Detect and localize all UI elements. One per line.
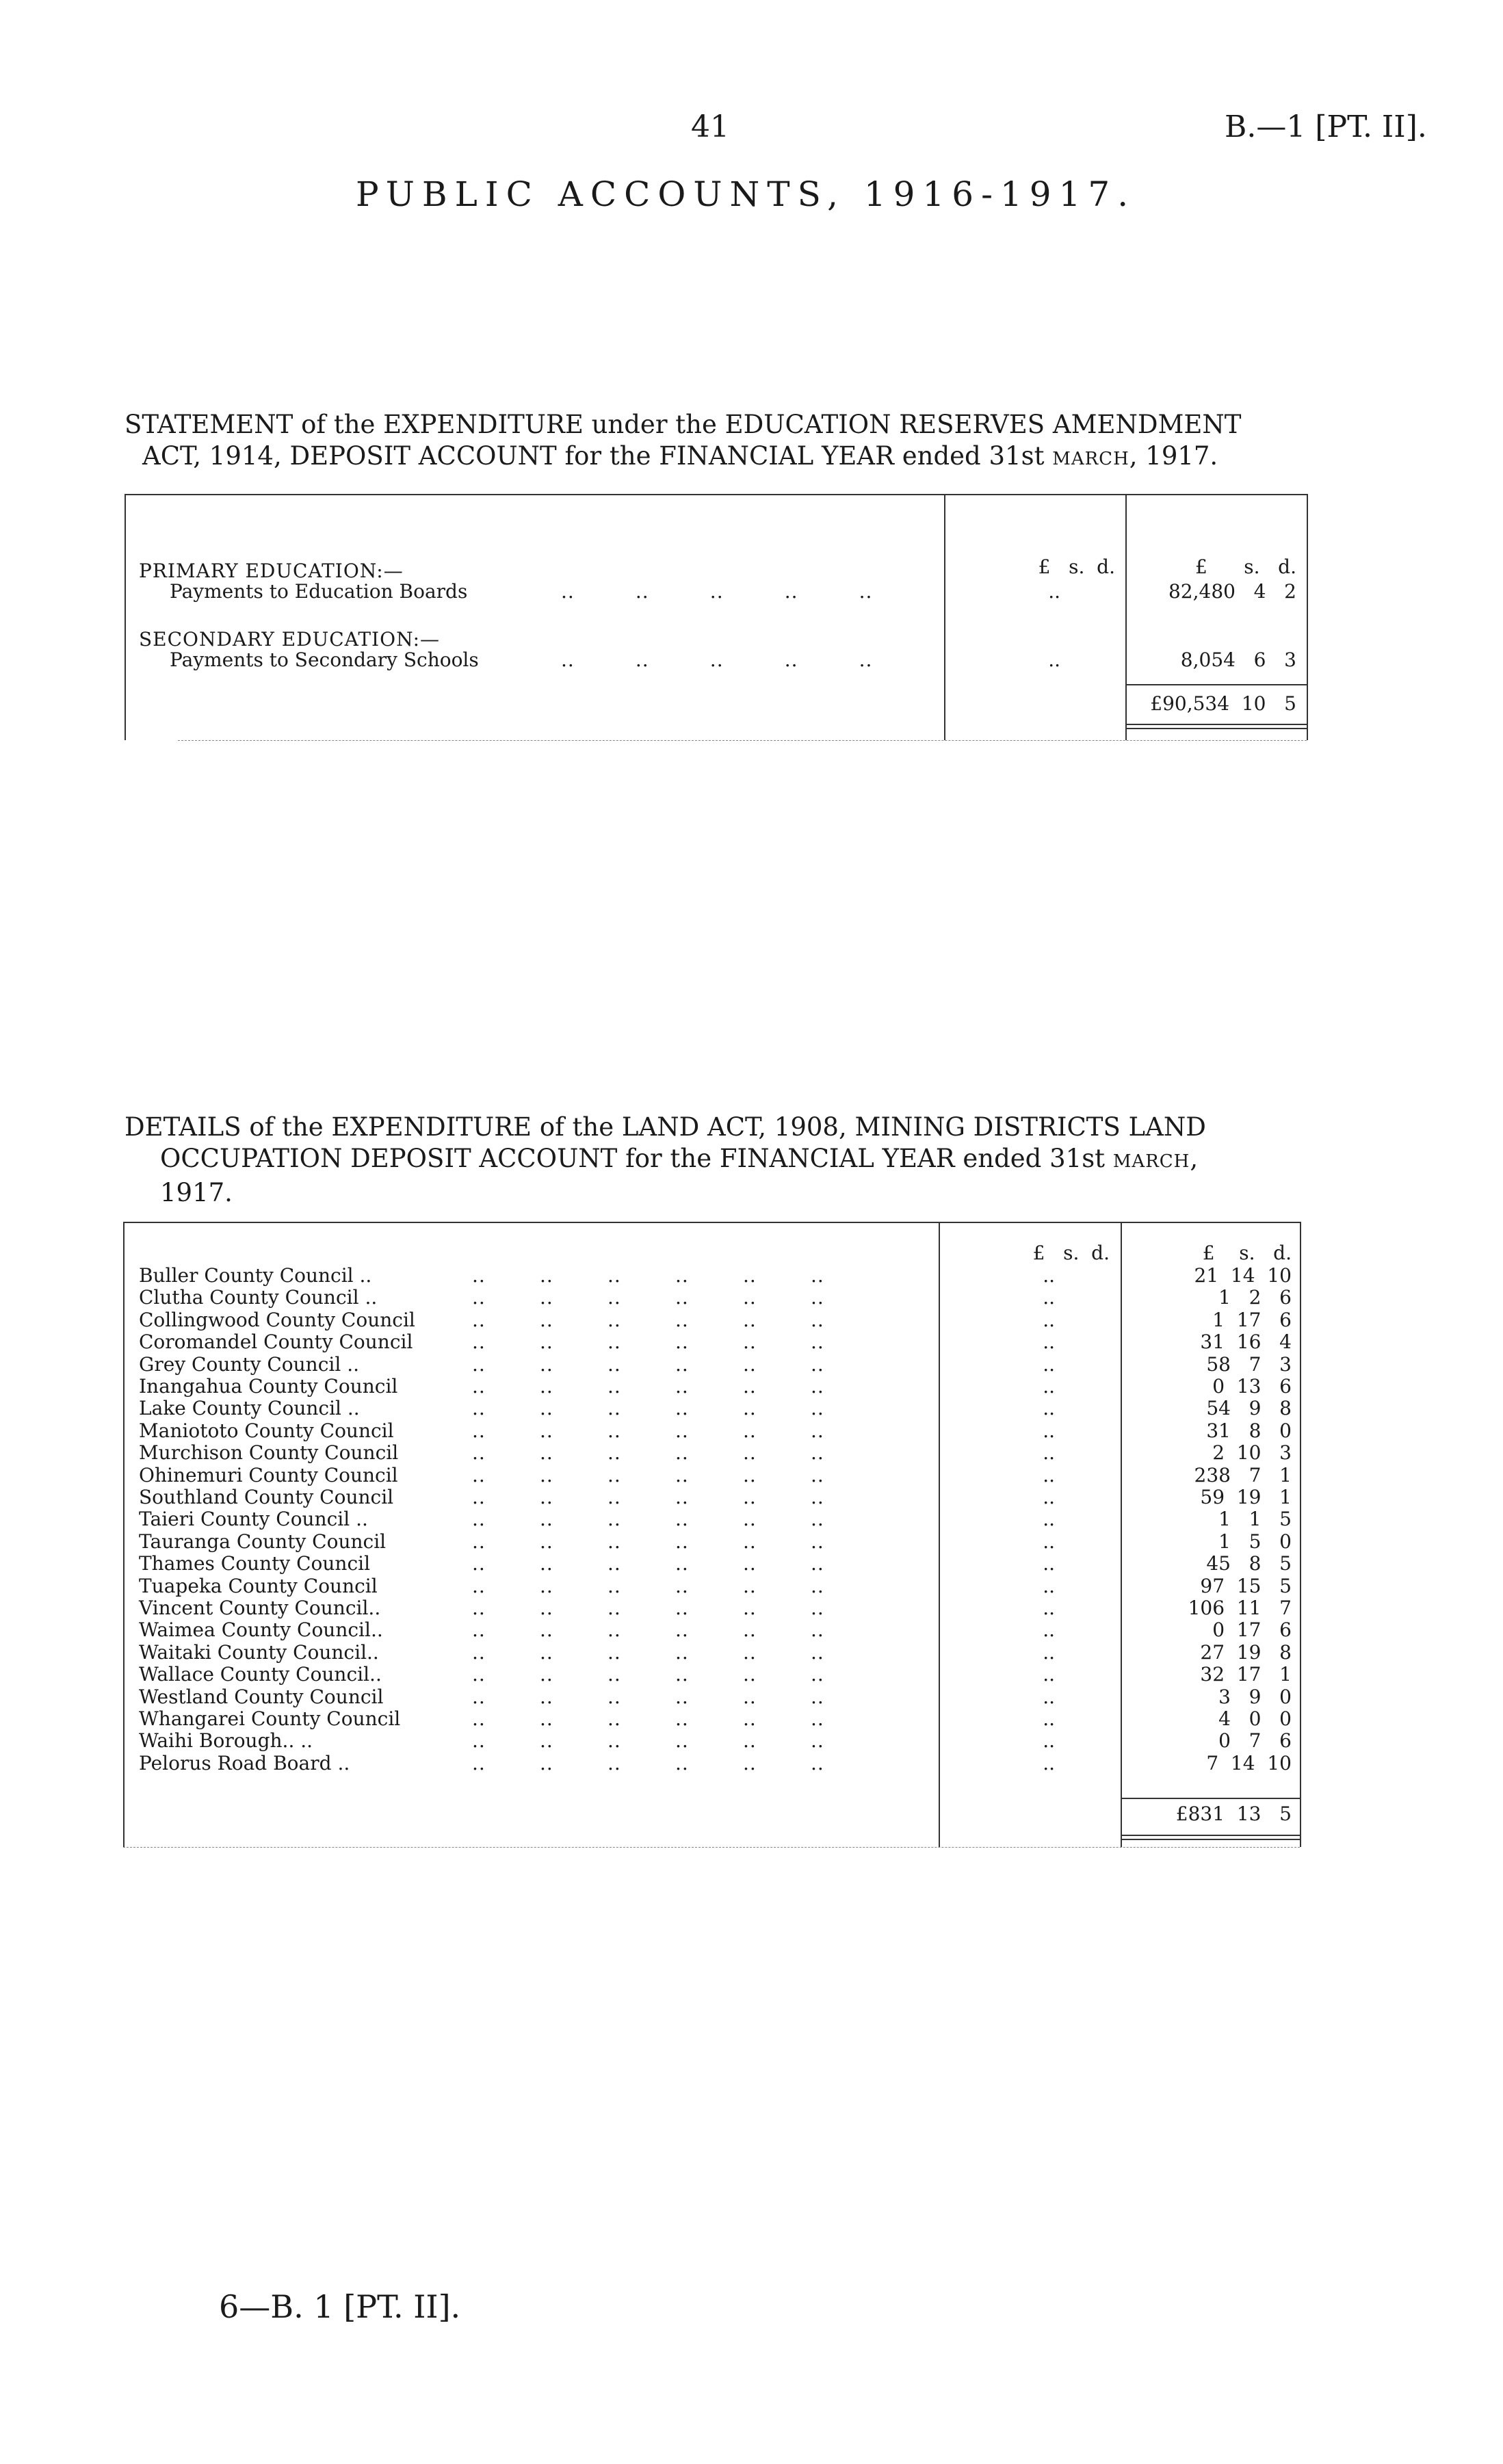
detail-row-name: Murchison County Council [139, 1441, 399, 1465]
detail-row-name: Westland County Council [139, 1685, 384, 1708]
detail-row-col1: .. [1043, 1264, 1055, 1287]
detail-row-col1: .. [1043, 1597, 1055, 1619]
detail-row-amount: 59 19 1 [1200, 1486, 1292, 1508]
detail-row-amount: 31 16 4 [1200, 1331, 1292, 1354]
detail-row-col1: .. [1043, 1331, 1055, 1354]
primary-education-item: Payments to Education Boards [170, 580, 468, 603]
detail-row-name: Collingwood County Council [139, 1308, 415, 1331]
detail-row-name: Waitaki County Council.. [139, 1640, 379, 1664]
detail-row-name: Tuapeka County Council [139, 1574, 378, 1597]
statement-title [125, 409, 1315, 475]
detail-row-name: Taieri County Council .. [139, 1508, 368, 1531]
detail-row-amount: 1 17 6 [1212, 1308, 1292, 1331]
detail-row-amount: 1 2 6 [1218, 1286, 1292, 1309]
detail-row-amount: 238 7 1 [1194, 1463, 1292, 1486]
detail-row-col1: .. [1043, 1419, 1055, 1442]
detail-row-amount: 0 13 6 [1212, 1375, 1292, 1398]
detail-row-col1: .. [1043, 1308, 1055, 1331]
details-title-line3: 1917. [160, 1178, 233, 1207]
detail-row-amount: 27 19 8 [1200, 1640, 1292, 1664]
detail-row-amount: 58 7 3 [1206, 1352, 1292, 1376]
detail-row-name: Maniototo County Council [139, 1419, 394, 1442]
detail-row-col1: .. [1043, 1618, 1055, 1642]
secondary-education-item: Payments to Secondary Schools [170, 648, 479, 671]
details-col1-header: £ s. d. [1032, 1242, 1110, 1264]
secondary-education-col1: .. [1048, 648, 1060, 671]
statement-total: £90,534 10 5 [1150, 692, 1296, 715]
detail-row-name: Thames County Council [139, 1552, 371, 1575]
details-title-line2: OCCUPATION DEPOSIT ACCOUNT for the FINANCIAL YEAR ended 31st MARCH, [160, 1144, 1199, 1173]
secondary-education-heading: SECONDARY EDUCATION:— [139, 628, 441, 651]
details-col2-header: £ s. d. [1202, 1242, 1292, 1264]
detail-row-amount: 31 8 0 [1206, 1419, 1292, 1442]
detail-row-amount: 21 14 10 [1194, 1264, 1292, 1287]
detail-row-col1: .. [1043, 1375, 1055, 1398]
detail-row-amount: 97 15 5 [1200, 1574, 1292, 1597]
detail-row-amount: 2 10 3 [1212, 1441, 1292, 1465]
detail-row-col1: .. [1043, 1486, 1055, 1508]
detail-row-amount: 32 17 1 [1200, 1663, 1292, 1686]
detail-row-name: Pelorus Road Board .. [139, 1751, 350, 1774]
primary-education-amount: 82,480 4 2 [1168, 580, 1296, 603]
detail-row-name: Clutha County Council .. [139, 1286, 378, 1309]
detail-row-col1: .. [1043, 1751, 1055, 1774]
detail-row-col1: .. [1043, 1530, 1055, 1553]
page-heading: PUBLIC ACCOUNTS, 1916-1917. [356, 174, 1136, 214]
detail-row-amount: 106 11 7 [1188, 1597, 1292, 1619]
detail-row-col1: .. [1043, 1663, 1055, 1686]
detail-row-col1: .. [1043, 1397, 1055, 1420]
secondary-education-amount: 8,054 6 3 [1180, 648, 1296, 671]
detail-row-name: Waimea County Council.. [139, 1618, 383, 1642]
detail-row-amount: 1 1 5 [1218, 1508, 1292, 1531]
details-title [125, 1112, 1315, 1209]
detail-row-name: Vincent County Council.. [139, 1597, 381, 1619]
detail-row-name: Buller County Council .. [139, 1264, 372, 1287]
detail-row-col1: .. [1043, 1352, 1055, 1376]
statement-col1-header: £ s. d. [1038, 555, 1115, 578]
primary-education-col1: .. [1048, 580, 1060, 603]
page-number: 41 [691, 109, 729, 144]
primary-education-heading: PRIMARY EDUCATION:— [139, 560, 404, 582]
detail-row-name: Coromandel County Council [139, 1331, 413, 1354]
detail-row-col1: .. [1043, 1441, 1055, 1465]
detail-row-col1: .. [1043, 1286, 1055, 1309]
detail-row-col1: .. [1043, 1552, 1055, 1575]
detail-row-name: Waihi Borough.. .. [139, 1729, 313, 1753]
detail-row-amount: 4 0 0 [1218, 1707, 1292, 1730]
document-reference: B.—1 [PT. II]. [1225, 109, 1427, 144]
detail-row-name: Wallace County Council.. [139, 1663, 382, 1686]
detail-row-col1: .. [1043, 1685, 1055, 1708]
statement-col2-header: £ s. d. [1194, 555, 1296, 578]
detail-row-col1: .. [1043, 1463, 1055, 1486]
footer-reference: 6—B. 1 [PT. II]. [219, 2288, 461, 2325]
detail-row-amount: 3 9 0 [1218, 1685, 1292, 1708]
detail-row-name: Inangahua County Council [139, 1375, 398, 1398]
detail-row-amount: 0 17 6 [1212, 1618, 1292, 1642]
detail-row-name: Lake County Council .. [139, 1397, 360, 1420]
detail-row-amount: 1 5 0 [1218, 1530, 1292, 1553]
statement-title-line1: STATEMENT of the EXPENDITURE under the EDUCATION RESERVES AMENDMENT [125, 410, 1242, 439]
detail-row-name: Tauranga County Council [139, 1530, 387, 1553]
detail-row-amount: 0 7 6 [1218, 1729, 1292, 1753]
details-title-line1: DETAILS of the EXPENDITURE of the LAND ACT, 1908, MINING DISTRICTS LAND [125, 1112, 1206, 1142]
detail-row-amount: 7 14 10 [1206, 1751, 1292, 1774]
detail-row-name: Whangarei County Council [139, 1707, 401, 1730]
detail-row-col1: .. [1043, 1574, 1055, 1597]
detail-row-col1: .. [1043, 1729, 1055, 1753]
detail-row-col1: .. [1043, 1508, 1055, 1531]
detail-row-amount: 54 9 8 [1206, 1397, 1292, 1420]
detail-row-name: Grey County Council .. [139, 1352, 359, 1376]
detail-row-amount: 45 8 5 [1206, 1552, 1292, 1575]
detail-row-col1: .. [1043, 1640, 1055, 1664]
details-total: £831 13 5 [1175, 1803, 1292, 1825]
detail-row-name: Southland County Council [139, 1486, 394, 1508]
detail-row-name: Ohinemuri County Council [139, 1463, 398, 1486]
detail-row-col1: .. [1043, 1707, 1055, 1730]
statement-title-line2: ACT, 1914, DEPOSIT ACCOUNT for the FINANCIAL YEAR ended 31st MARCH, 1917. [142, 441, 1218, 471]
